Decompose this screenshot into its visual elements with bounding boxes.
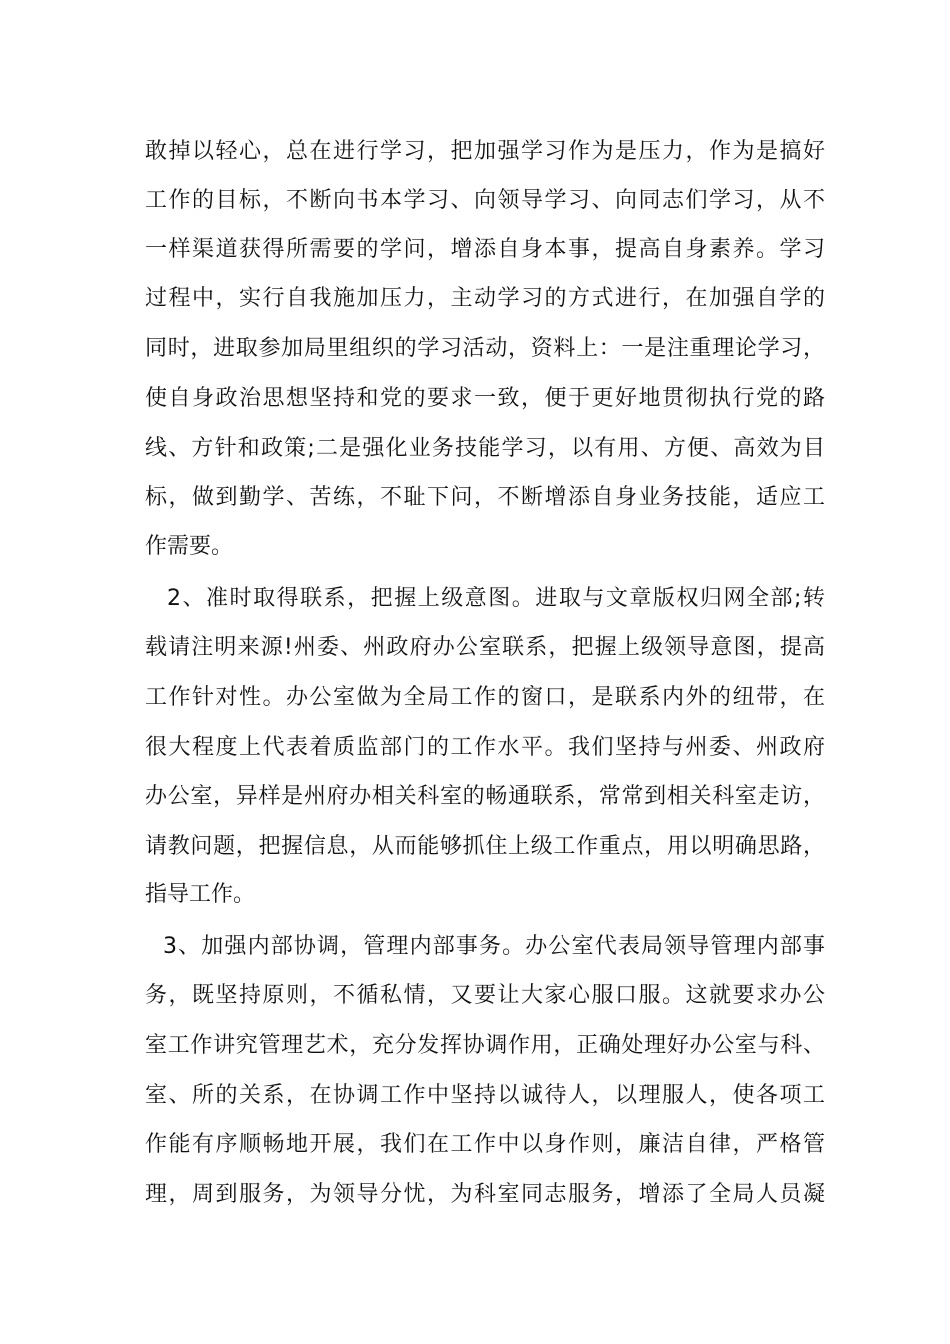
text-line: 作能有序顺畅地开展，我们在工作中以身作则，廉洁自律，严格管 — [145, 1132, 825, 1157]
text-line: 作需要。 — [145, 534, 234, 559]
text-line: 工作的目标，不断向书本学习、向领导学习、向同志们学习，从不 — [145, 188, 825, 213]
text-line: 务，既坚持原则，不循私情，又要让大家心服口服。这就要求办公 — [145, 983, 825, 1008]
text-line: 一样渠道获得所需要的学问，增添自身本事，提高自身素养。学习 — [145, 237, 825, 262]
text-line: 线、方针和政策;二是强化业务技能学习，以有用、方便、高效为目 — [145, 436, 825, 461]
text-line: 过程中，实行自我施加压力，主动学习的方式进行，在加强自学的 — [145, 286, 825, 311]
text-line: 理，周到服务，为领导分忧，为科室同志服务，增添了全局人员凝 — [145, 1182, 825, 1207]
paragraph-first-line: 3、加强内部协调，管理内部事务。办公室代表局领导管理内部事 — [163, 934, 825, 959]
text-line: 使自身政治思想坚持和党的要求一致，便于更好地贯彻执行党的路 — [145, 386, 825, 411]
text-line: 指导工作。 — [145, 882, 256, 907]
text-line: 同时，进取参加局里组织的学习活动，资料上：一是注重理论学习， — [145, 336, 825, 361]
text-line: 办公室，异样是州府办相关科室的畅通联系，常常到相关科室走访， — [145, 784, 825, 809]
text-line: 敢掉以轻心，总在进行学习，把加强学习作为是压力，作为是搞好 — [145, 139, 825, 164]
text-line: 标，做到勤学、苦练，不耻下问，不断增添自身业务技能，适应工 — [145, 485, 825, 510]
text-line: 请教问题，把握信息，从而能够抓住上级工作重点，用以明确思路， — [145, 834, 825, 859]
text-line: 载请注明来源!州委、州政府办公室联系，把握上级领导意图，提高 — [145, 635, 825, 660]
text-line: 很大程度上代表着质监部门的工作水平。我们坚持与州委、州政府 — [145, 735, 825, 760]
text-line: 室工作讲究管理艺术，充分发挥协调作用，正确处理好办公室与科、 — [145, 1033, 825, 1058]
paragraph-first-line: 2、准时取得联系，把握上级意图。进取与文章版权归网全部;转 — [167, 586, 825, 611]
text-line: 工作针对性。办公室做为全局工作的窗口，是联系内外的纽带，在 — [145, 685, 825, 710]
text-line: 室、所的关系，在协调工作中坚持以诚待人，以理服人，使各项工 — [145, 1083, 825, 1108]
